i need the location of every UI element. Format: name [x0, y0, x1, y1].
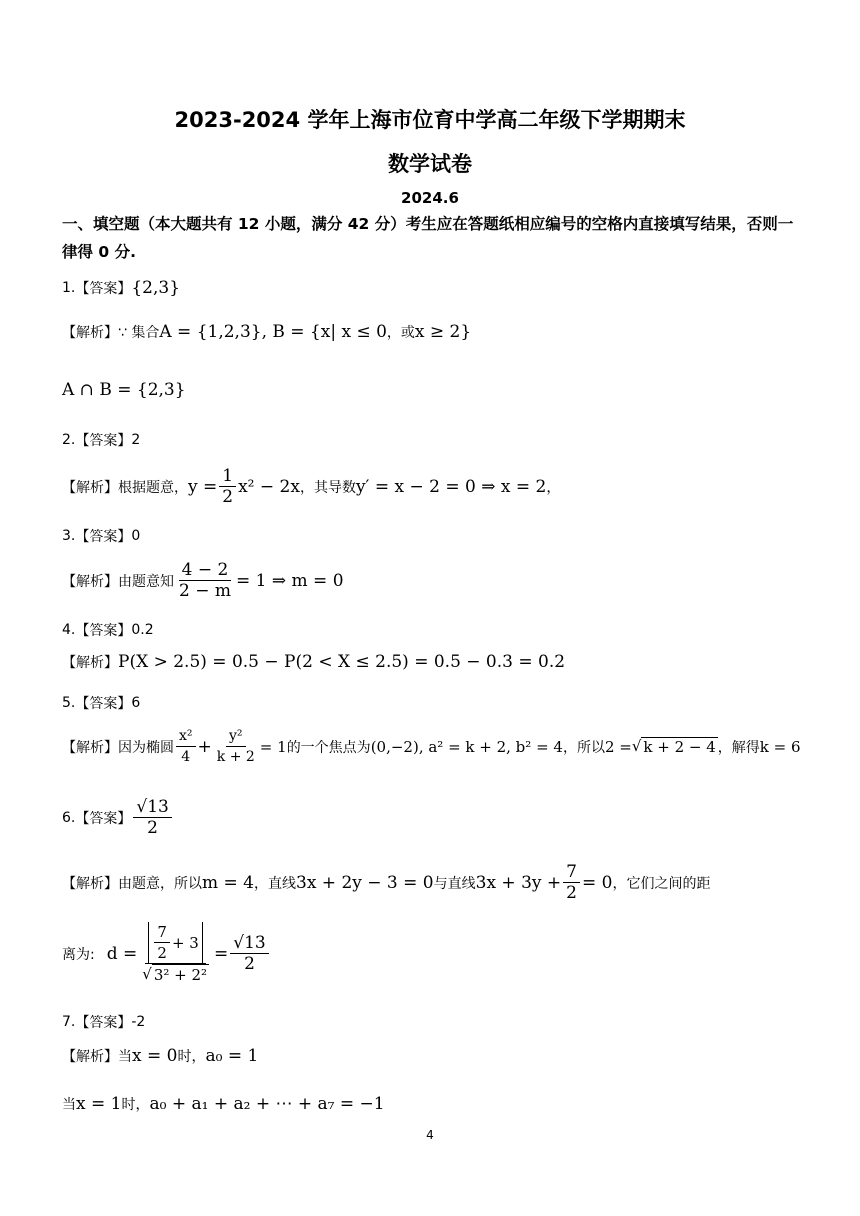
- q5-plus: +: [197, 736, 212, 757]
- q5-radicand: k + 2 − 4: [643, 738, 716, 756]
- q5-answer-value: 6: [131, 695, 141, 711]
- q4-answer-value: 0.2: [131, 622, 154, 638]
- analysis-label: 【解析】: [62, 479, 118, 496]
- q5-eq1: = 1: [259, 737, 287, 756]
- q7-line2: [62, 1094, 385, 1114]
- q6-distance-num: [145, 922, 205, 964]
- q3-prefix: 由题意知: [118, 573, 174, 590]
- q7-line2-when: 时，: [121, 1097, 150, 1113]
- q2-frac-num: 1: [219, 466, 236, 487]
- q6-eq: =: [214, 943, 229, 964]
- q7-number: 7.: [62, 1014, 76, 1030]
- analysis-label: 【解析】: [62, 875, 118, 892]
- q6-result-den: 2: [244, 954, 255, 974]
- section-heading: 一、填空题（本大题共有 12 小题，满分 42 分）考生应在答题纸相应编号的空格内直接填写结果，否则一律得 0 分.: [62, 215, 794, 261]
- q7-analysis: [62, 1046, 258, 1066]
- q5-fraction-y: [214, 726, 258, 767]
- q6-abs-plus: + 3: [171, 933, 199, 952]
- q5-so: ，所以: [562, 739, 605, 756]
- analysis-label: 【解析】: [62, 739, 118, 756]
- exam-date: 2024.6: [401, 189, 459, 207]
- q6-distance-den: [139, 964, 212, 985]
- q6-absolute-value: [148, 922, 202, 963]
- q5-radical: [632, 737, 718, 756]
- q6-abs-den: 2: [157, 944, 167, 962]
- q5-f1-den: 4: [181, 749, 191, 765]
- q3-analysis: [62, 560, 344, 601]
- q6-answer: [62, 797, 174, 838]
- q5-analysis: [62, 726, 801, 767]
- q2-fraction: [219, 466, 236, 507]
- q6-eq-b-fraction: [563, 862, 580, 903]
- q1-intersection: [62, 380, 186, 400]
- q6-d: d =: [106, 943, 138, 964]
- answer-label: 【答案】: [75, 696, 132, 712]
- q6-m: m = 4: [202, 872, 254, 893]
- q5-answer: [62, 693, 140, 713]
- q6-tail: ，它们之间的距: [612, 875, 711, 892]
- q5-prefix: 因为椭圆: [118, 739, 174, 756]
- q5-rad-left: 2 =: [604, 737, 632, 756]
- answer-label: 【答案】: [75, 281, 132, 297]
- q1-set-b-or: ，或: [386, 325, 415, 341]
- q3-number: 3.: [62, 528, 76, 544]
- q2-eq-rest: x² − 2x: [238, 476, 300, 497]
- q1-set-b: , B = {x| x ≤ 0: [261, 322, 387, 342]
- q6-distance-fraction: [139, 922, 212, 985]
- q6-eq-b-end: = 0: [581, 872, 613, 893]
- q2-derivative: y′ = x − 2 = 0 ⇒ x = 2: [355, 476, 547, 497]
- q5-result: k = 6: [759, 737, 801, 756]
- q7-line2-x: x = 1: [76, 1094, 122, 1114]
- q6-line-a: ，直线: [254, 875, 296, 892]
- q7-answer: [62, 1012, 145, 1032]
- q4-expression: P(X > 2.5) = 0.5 − P(2 < X ≤ 2.5) = 0.5 − 0.3 = 0.2: [118, 652, 566, 672]
- q6-eq-b-den: 2: [566, 883, 577, 903]
- page-title: 2023-2024 学年上海市位育中学高二年级下学期期末: [174, 108, 686, 132]
- q5-number: 5.: [62, 695, 76, 711]
- q1-analysis-prefix: ∵ 集合: [118, 325, 160, 341]
- q6-result-num: √13: [230, 933, 268, 954]
- analysis-label: 【解析】: [62, 573, 118, 590]
- sqrt-icon: √: [142, 965, 152, 983]
- q6-eq-a: 3x + 2y − 3 = 0: [296, 872, 434, 893]
- q5-solve: ，解得: [717, 739, 760, 756]
- q6-analysis: [62, 862, 710, 903]
- q7-line2-prefix: 当: [62, 1097, 76, 1113]
- q2-analysis: [62, 466, 560, 507]
- q6-eq-b-start: 3x + 3y +: [475, 872, 562, 893]
- q7-line2-expr: a₀ + a₁ + a₂ + ⋯ + a₇ = −1: [149, 1094, 385, 1114]
- q4-answer: [62, 620, 154, 640]
- q1-set-a: A = {1,2,3}: [159, 322, 262, 342]
- q1-answer: [62, 278, 180, 298]
- q1-analysis: [62, 322, 471, 342]
- answer-label: 【答案】: [75, 810, 132, 827]
- answer-label: 【答案】: [75, 623, 132, 639]
- analysis-label: 【解析】: [62, 655, 118, 671]
- q6-line2-prefix: 离为:: [62, 946, 95, 963]
- page-subtitle: 数学试卷: [388, 152, 472, 176]
- q6-answer-num: √13: [133, 797, 171, 818]
- q5-focus: (0,−2), a² = k + 2, b² = 4: [370, 737, 563, 756]
- q5-fraction-x: [176, 726, 196, 767]
- q6-abs-num: 7: [154, 922, 170, 943]
- q2-prefix: 根据题意，: [118, 479, 188, 496]
- sqrt-icon: √: [631, 737, 642, 755]
- q7-answer-value: -2: [131, 1014, 146, 1030]
- q5-f2-num: y²: [226, 726, 246, 747]
- q6-prefix: 由题意，所以: [118, 875, 202, 892]
- q1-intersection-expr: A ∩ B = {2,3}: [62, 380, 186, 400]
- q2-answer-value: 2: [131, 432, 141, 448]
- q2-mid: ，其导数: [299, 479, 356, 496]
- q5-mid: 的一个焦点为: [286, 739, 371, 756]
- q6-abs-fraction: [154, 922, 170, 963]
- q7-line1-when: 时，: [177, 1049, 206, 1065]
- q6-distance-radicand: 3² + 2²: [153, 966, 208, 984]
- q4-analysis: [62, 652, 565, 672]
- q2-answer: [62, 430, 140, 450]
- q6-with: 与直线: [433, 875, 476, 892]
- q1-number: 1.: [62, 280, 76, 296]
- q3-answer: [62, 526, 140, 546]
- q3-answer-value: 0: [131, 528, 141, 544]
- q6-answer-den: 2: [147, 818, 158, 838]
- answer-label: 【答案】: [75, 529, 132, 545]
- analysis-label: 【解析】: [62, 325, 118, 341]
- q3-frac-den: 2 − m: [179, 581, 231, 601]
- q4-number: 4.: [62, 622, 76, 638]
- q5-f2-den: k + 2: [216, 749, 255, 765]
- q2-frac-den: 2: [222, 487, 234, 507]
- q1-answer-value: {2,3}: [131, 278, 181, 298]
- q5-f1-num: x²: [176, 726, 196, 747]
- q3-fraction: [176, 560, 234, 601]
- q6-answer-fraction: [133, 797, 171, 838]
- q6-distance-radical: [142, 964, 209, 985]
- q6-eq-b-num: 7: [563, 862, 580, 883]
- q7-line1-prefix: 当: [118, 1049, 132, 1065]
- q6-distance: [62, 922, 271, 985]
- analysis-label: 【解析】: [62, 1049, 118, 1065]
- q1-set-b-end: x ≥ 2}: [414, 322, 472, 342]
- q7-line1-expr: a₀ = 1: [205, 1046, 259, 1066]
- q6-result-fraction: [230, 933, 268, 974]
- q7-line1-x: x = 0: [132, 1046, 178, 1066]
- q3-frac-num: 4 − 2: [179, 560, 232, 581]
- answer-label: 【答案】: [75, 1015, 132, 1031]
- answer-label: 【答案】: [75, 433, 132, 449]
- q2-eq-start: y =: [188, 476, 218, 497]
- q3-rest: = 1 ⇒ m = 0: [236, 570, 344, 591]
- q2-tail: ，: [546, 479, 561, 496]
- q2-number: 2.: [62, 432, 76, 448]
- q6-number: 6.: [62, 809, 76, 826]
- page-number: 4: [426, 1128, 434, 1142]
